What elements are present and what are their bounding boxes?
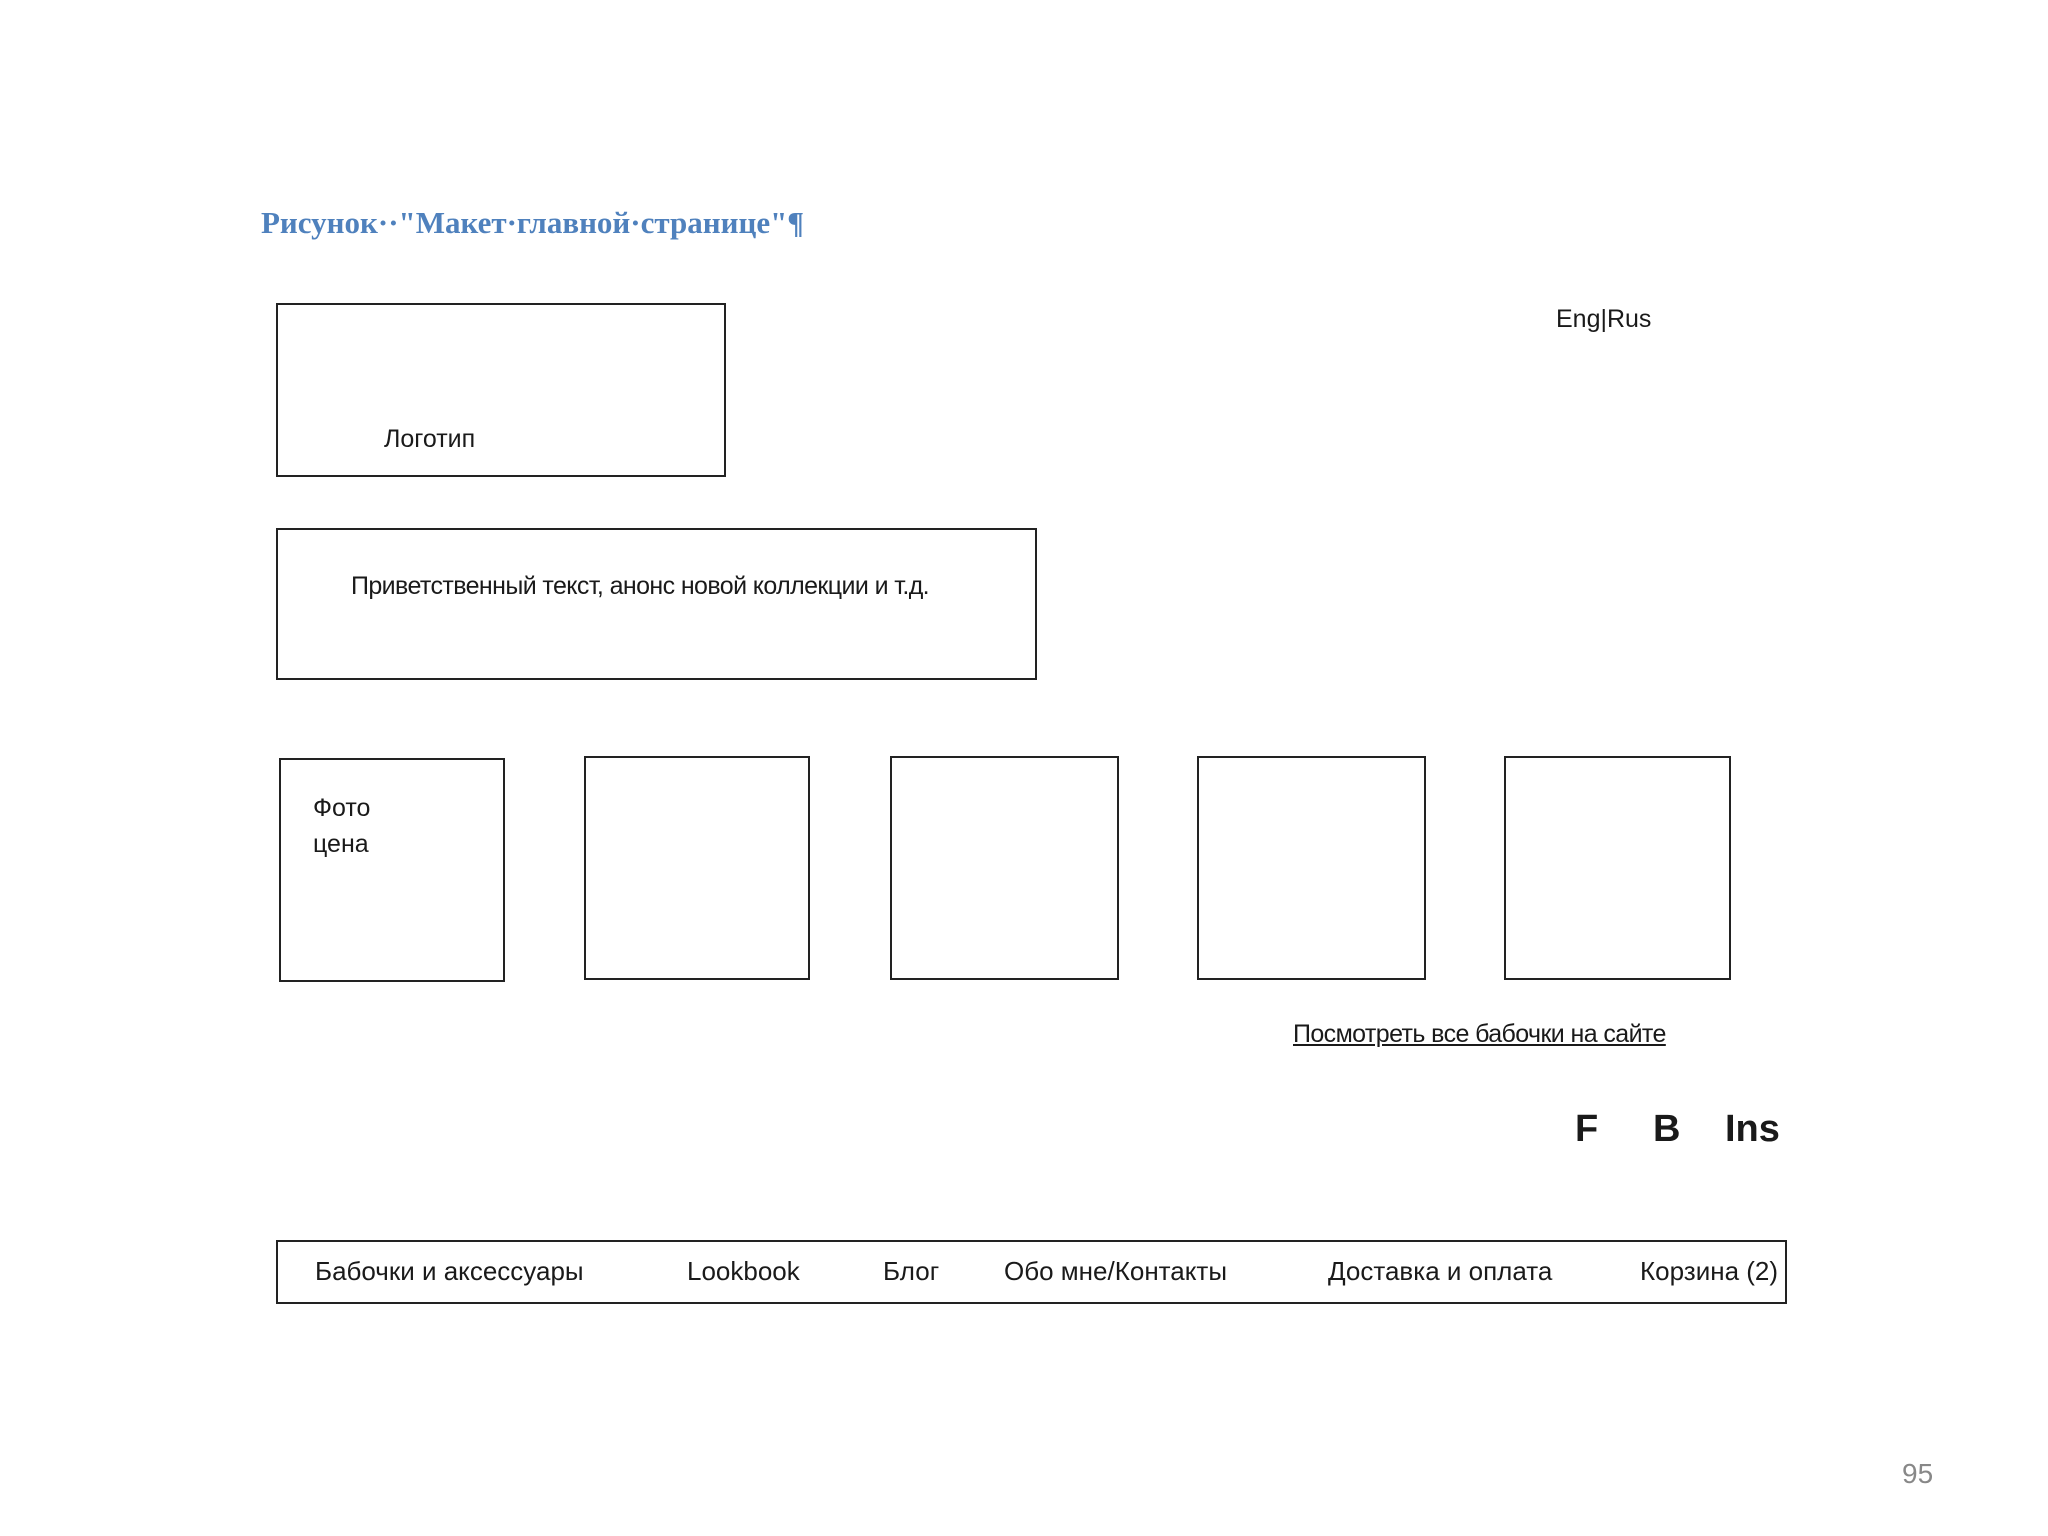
logo-label: Логотип (384, 425, 476, 453)
product-card-5[interactable] (1504, 756, 1731, 980)
language-switch[interactable]: Eng|Rus (1556, 305, 1652, 333)
nav-item-bowties[interactable]: Бабочки и аксессуары (315, 1256, 584, 1286)
product-card-3[interactable] (890, 756, 1119, 980)
page-number: 95 (1902, 1458, 1934, 1489)
blog-link[interactable]: B (1653, 1108, 1681, 1150)
nav-item-blog[interactable]: Блог (883, 1256, 940, 1286)
instagram-link[interactable]: Ins (1725, 1108, 1780, 1150)
welcome-text: Приветственный текст, анонс новой коллекции и т.д. (351, 572, 930, 600)
figure-caption: Рисунок··"Макет·главной·странице"¶ (261, 205, 805, 240)
nav-item-lookbook[interactable]: Lookbook (687, 1256, 800, 1286)
welcome-text-block (276, 528, 1037, 680)
product-price-label: цена (313, 830, 369, 858)
nav-item-delivery-payment[interactable]: Доставка и оплата (1328, 1256, 1553, 1286)
product-card-4[interactable] (1197, 756, 1426, 980)
nav-item-about-contacts[interactable]: Обо мне/Контакты (1004, 1256, 1228, 1286)
product-card-1[interactable] (279, 758, 505, 982)
main-navigation (276, 1240, 1787, 1304)
nav-item-cart[interactable]: Корзина (2) (1640, 1256, 1779, 1286)
view-all-link[interactable]: Посмотреть все бабочки на сайте (1293, 1020, 1666, 1048)
product-photo-label: Фото (313, 794, 371, 822)
logo-placeholder[interactable] (276, 303, 726, 477)
product-card-2[interactable] (584, 756, 810, 980)
facebook-link[interactable]: F (1575, 1108, 1599, 1150)
